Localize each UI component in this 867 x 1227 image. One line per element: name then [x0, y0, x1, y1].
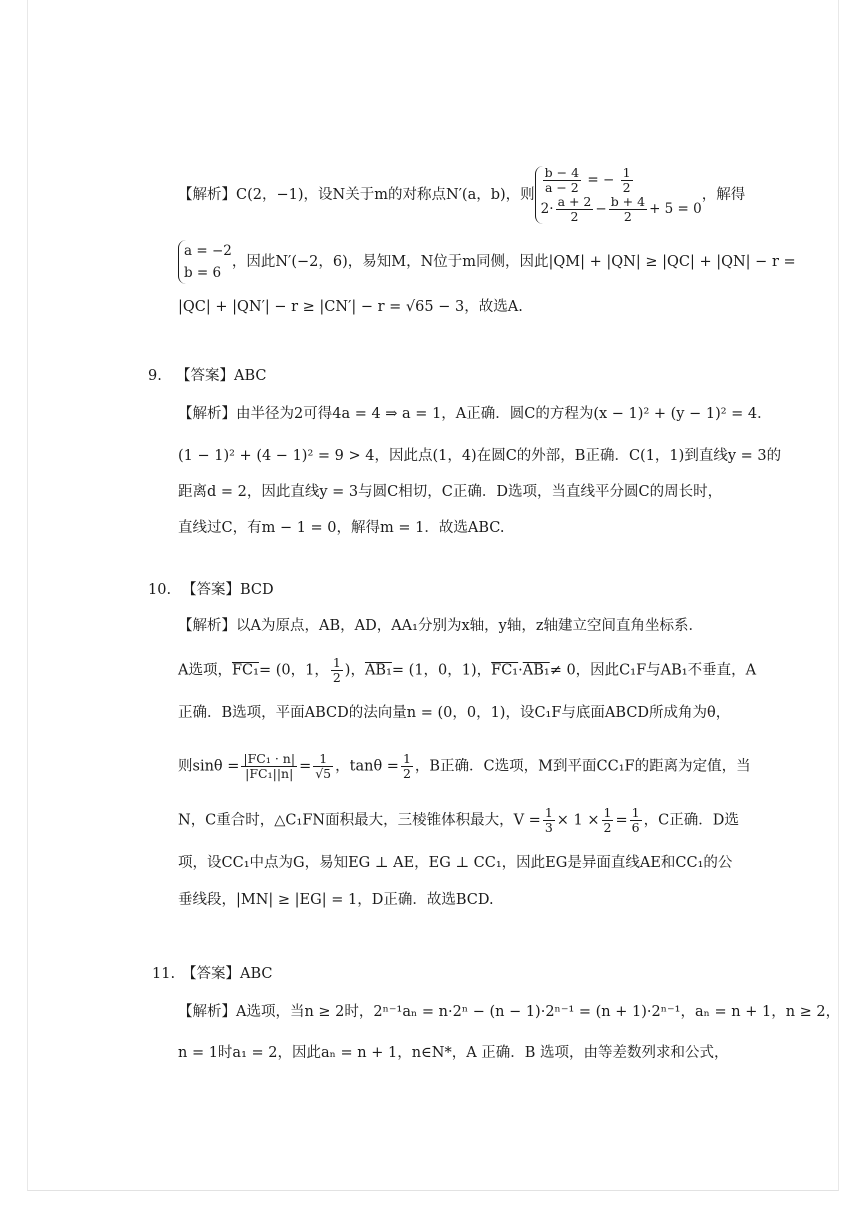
fraction: $\frac{\text{|FC₁ · n|}}{\text{|FC₁||n|}}$ [243, 751, 296, 781]
fraction: $\frac{a + 2}{2}$ [557, 194, 592, 224]
q8-line-3: |QC| + |QN′| − r ≥ |CN′| − r = √65 − 3，故选A. [178, 299, 523, 315]
q8-intro-text: 【解析】C(2，−1)，设N关于m的对称点N′(a，b)，则 [178, 187, 535, 203]
q8-system-row-2: 2· $\frac{a + 2}{2}$ − $\frac{b + 4}{2}$ + 5 = 0 [540, 194, 702, 224]
q10-answer: 【答案】BCD [182, 582, 274, 598]
q10-line-3: 正确．B选项，平面ABCD的法向量n = (0，0，1)，设C₁F与底面ABCD所成角为θ， [178, 705, 731, 721]
vector-ab1: AB₁ [364, 662, 392, 679]
q9-answer: 【答案】ABC [176, 368, 267, 384]
q8-line-2-text: ，因此N′(−2，6)，易知M，N位于m同侧，因此|QM| + |QN| ≥ |QC| + |QN| − r = [231, 254, 796, 270]
q10-number: 10. [148, 582, 172, 598]
q10-line-1: 【解析】以A为原点，AB，AD，AA₁分别为x轴，y轴，z轴建立空间直角坐标系． [178, 618, 703, 634]
q9-line-1: 【解析】由半径为2可得4a = 4 ⇒ a = 1，A正确．圆C的方程为(x − 1)² + (y − 1)² = 4． [178, 406, 772, 422]
fraction: $\frac{b + 4}{2}$ [610, 194, 646, 224]
fraction: $\frac{1}{2}$ [603, 805, 612, 835]
q9-line-2: (1 − 1)² + (4 − 1)² = 9 > 4，因此点(1，4)在圆C的外部，B正确．C(1，1)到直线y = 3的 [178, 448, 782, 464]
q8-line-1 [178, 166, 745, 224]
q10-line-5: N，C重合时，△C₁FN面积最大，三棱锥体积最大，V = $\frac{1}{3}$ × 1 × $\frac{1}{2}$ = $\frac{1}{6}$ ，C正确．D选 [178, 805, 739, 835]
q11-number: 11. [152, 966, 176, 982]
vector-fc1: FC₁ [231, 662, 259, 679]
q8-solution-a: a = −2 [184, 243, 232, 259]
q11-line-1: 【解析】A选项，当n ≥ 2时，2ⁿ⁻¹aₙ = n·2ⁿ − (n − 1)·2ⁿ⁻¹ = (n + 1)·2ⁿ⁻¹，aₙ = n + 1，n ≥ 2， [178, 1004, 841, 1020]
fraction: $\frac{1}{2}$ [622, 165, 631, 195]
q8-line-2 [178, 240, 796, 284]
q8-solution-system [178, 240, 232, 284]
fraction: $\frac{1}{2}$ [402, 751, 411, 781]
q11-line-2: n = 1时a₁ = 2，因此aₙ = n + 1，n∈N*，A 正确．B 选项，由等差数列求和公式， [178, 1045, 729, 1061]
q9-line-3: 距离d = 2，因此直线y = 3与圆C相切，C正确．D选项，当直线平分圆C的周长时， [178, 484, 723, 500]
fraction: $\frac{1}{2}$ [332, 655, 341, 685]
q10-line-4: 则sinθ = $\frac{\text{|FC₁ · n|}}{\text{|FC₁||n|}}$ = $\frac{1}{√5}$ ，tanθ = $\frac{1}{2}$ ，B正确．C选项，M到平面CC₁F的距离为定值，当 [178, 751, 751, 781]
q8-solve-text: ，解得 [701, 187, 746, 203]
fraction: $\frac{b - 4}{a - 2}$ [544, 165, 580, 195]
q8-system-row-1: $\frac{b - 4}{a - 2}$ = − $\frac{1}{2}$ [544, 165, 631, 195]
q8-solution-b: b = 6 [184, 265, 222, 281]
q9-number: 9. [148, 368, 162, 384]
q9-line-4: 直线过C，有m − 1 = 0，解得m = 1．故选ABC. [178, 520, 505, 536]
q10-line-7: 垂线段，|MN| ≥ |EG| = 1，D正确．故选BCD. [178, 892, 494, 908]
q10-line-6: 项，设CC₁中点为G，易知EG ⊥ AE，EG ⊥ CC₁，因此EG是异面直线AE和CC₁的公 [178, 855, 733, 871]
fraction: $\frac{1}{√5}$ [315, 751, 332, 781]
fraction: $\frac{1}{3}$ [544, 805, 553, 835]
fraction: $\frac{1}{6}$ [631, 805, 640, 835]
q10-line-2: A选项，FC₁= (0，1， $\frac{1}{2}$ )，AB₁= (1，0，1)，FC₁·AB₁≠ 0，因此C₁F与AB₁不垂直，A [178, 655, 757, 685]
q11-answer: 【答案】ABC [182, 966, 273, 982]
q8-equation-system [535, 166, 702, 224]
